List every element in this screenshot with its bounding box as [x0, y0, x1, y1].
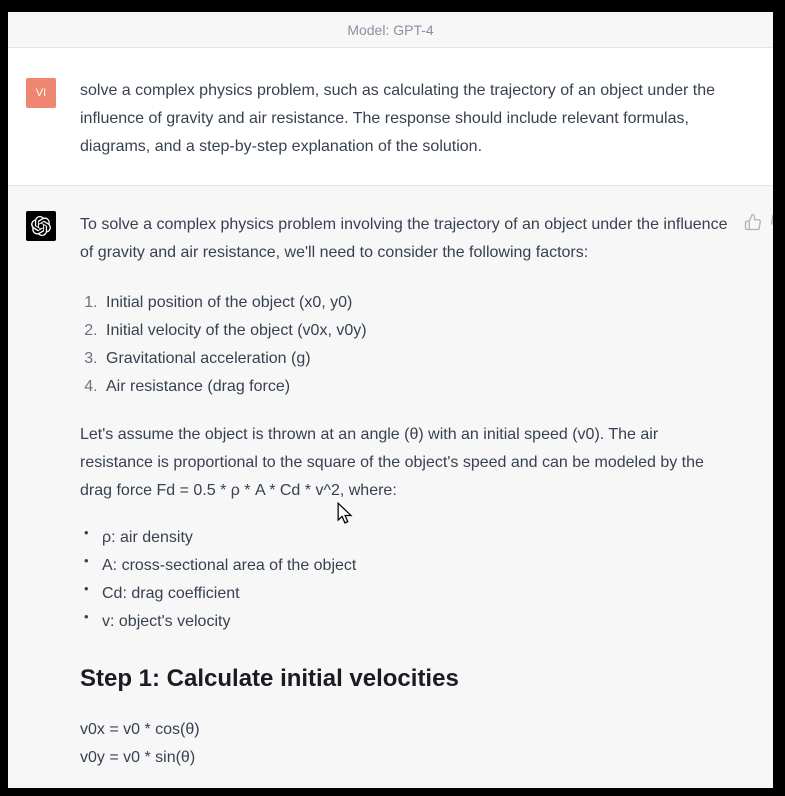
assistant-message-row: [8, 186, 773, 788]
variable-item: • ρ: air density: [80, 524, 730, 552]
assumption-paragraph: Let's assume the object is thrown at an angle (θ) with an initial speed (v0). The air resistance is proportional to the square of the object's speed and can be modeled by the drag force Fd = 0.5 * ρ * A * Cd * v^2, where:: [80, 426, 704, 499]
openai-logo-icon: [31, 216, 51, 236]
model-header: [8, 12, 773, 48]
factor-item: 4. Air resistance (drag force): [102, 373, 730, 401]
thumbs-down-icon: [770, 213, 773, 231]
factor-item: 1. Initial position of the object (x0, y0): [102, 289, 730, 317]
user-avatar: VI: [26, 78, 56, 108]
model-title: Model: GPT-4: [347, 21, 434, 38]
thumbs-up-icon: [744, 213, 762, 231]
message-actions: [744, 213, 773, 231]
assistant-message-body: [80, 211, 730, 788]
formula-v0x: v0x = v0 * cos(θ): [80, 721, 200, 738]
variable-item: • Cd: drag coefficient: [80, 580, 730, 608]
factors-list: [80, 289, 730, 401]
variables-list: [80, 524, 730, 636]
step1-heading: Step 1: Calculate initial velocities: [80, 665, 459, 692]
user-message-text: solve a complex physics problem, such as calculating the trajectory of an object under the influence of gravity and air resistance. The response should include relevant formulas, diagrams, and a step-by-step explanation of the solution.: [80, 82, 715, 155]
assistant-avatar: [26, 211, 56, 241]
variable-item: • v: object's velocity: [80, 608, 730, 636]
variable-item: • A: cross-sectional area of the object: [80, 552, 730, 580]
thumbs-up-button[interactable]: [744, 213, 762, 231]
thumbs-down-button[interactable]: [770, 213, 773, 231]
factor-item: 2. Initial velocity of the object (v0x, v0y): [102, 317, 730, 345]
assistant-intro: To solve a complex physics problem involving the trajectory of an object under the influence of gravity and air resistance, we'll need to consider the following factors:: [80, 216, 728, 261]
formula-v0y: v0y = v0 * sin(θ): [80, 749, 196, 766]
chat-window: [8, 12, 773, 788]
factor-item: 3. Gravitational acceleration (g): [102, 345, 730, 373]
user-message-row: [8, 48, 773, 186]
